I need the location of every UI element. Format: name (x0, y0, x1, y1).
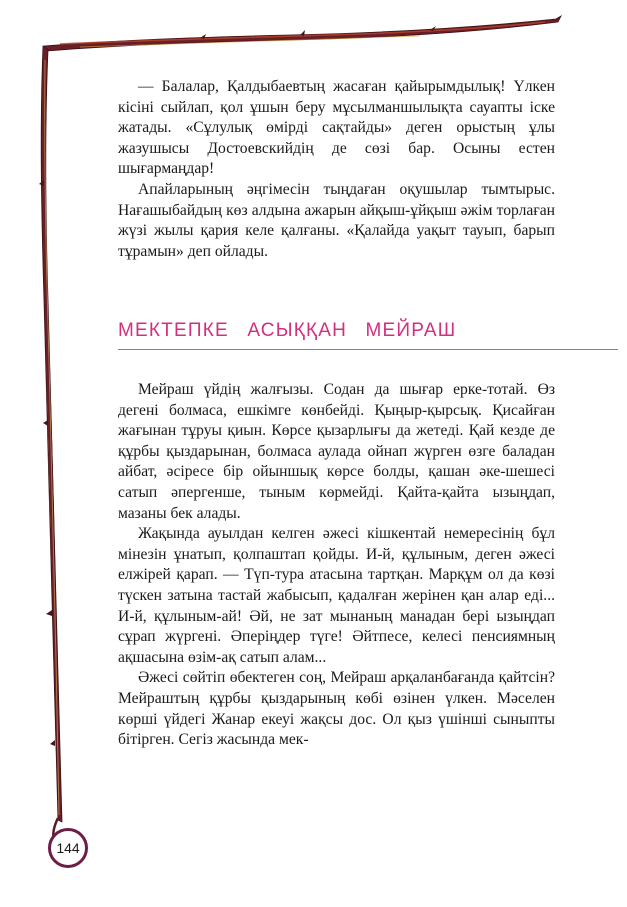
paragraph: Жақында ауылдан келген әжесі кішкентай немересінің бұл мінезін ұнатып, қолпаштап қойды. И-й, құлыным, деген әжесі елжірей қарап. — Түп-тура атасына тартқан. Марқұм ол да көзі түскен затына тастай жабысып, қадалған жерінен қан алар еді... И-й, құлыным-ай! Әй, не зат мынаның манадан бері ызыңдап сұрап жүргені. Әперіңдер түге! Әйтпесе, келесі пенсиямның ақшасына өзім-ақ сатып алам... (118, 525, 555, 666)
paragraph: Мейраш үйдің жалғызы. Содан да шығар ерке-тотай. Өз дегені болмаса, ешкімге көнбейді. Қыңыр-қырсық. Қисайған жағынан тұруы қиын. Көрсе қызарлығы да жетеді. Қай кезде де құрбы қыздарынан, болмаса аулада ойнап жүрген өзге баладан айбат, әсіресе бір ойыншық көрсе болды, қашан әке-шешесі сатып әпергенше, тыным көрмейді. Қайта-қайта ызыңдап, мазаны бек алады. (118, 381, 555, 522)
section-heading: МЕКТЕПКЕ АСЫҚҚАН МЕЙРАШ (118, 320, 457, 341)
heading-rule (118, 349, 618, 350)
opening-text-block (118, 77, 555, 262)
vertical-stick (41, 46, 62, 822)
paragraph: Әжесі сөйтіп өбектеген соң, Мейраш арқаланбағанда қайтсін? Мейраштың құрбы қыздарының көбі өзінен үлкен. Мәселен көрші үйдегі Жанар екеуі жақсы дос. Ол қыз үшінші сыныпты бітірген. Сегіз жасында мек- (118, 669, 555, 749)
page-number: 144 (48, 828, 88, 868)
paragraph: Апайларының әңгімесін тыңдаған оқушылар тымтырыс. Нағашыбайдың көз алдына ажарын айқыш-ұйқыш әжім торлаған жүзі жылы қария келе қалғаны. «Қалайда уақыт тауып, барып тұрамын» деп ойлады. (118, 180, 555, 260)
paragraph: — Балалар, Қалдыбаевтың жасаған қайырымдылық! Үлкен кісіні сыйлап, қол ұшын беру мұсылманшылықта сауапты іске жатады. «Сұлулық өмірді сақтайды» деген орыстың ұлы жазушысы Достоевскийдің де сөзі бар. Осыны естен шығармаңдар! (118, 78, 555, 178)
section-text-block (118, 380, 555, 751)
